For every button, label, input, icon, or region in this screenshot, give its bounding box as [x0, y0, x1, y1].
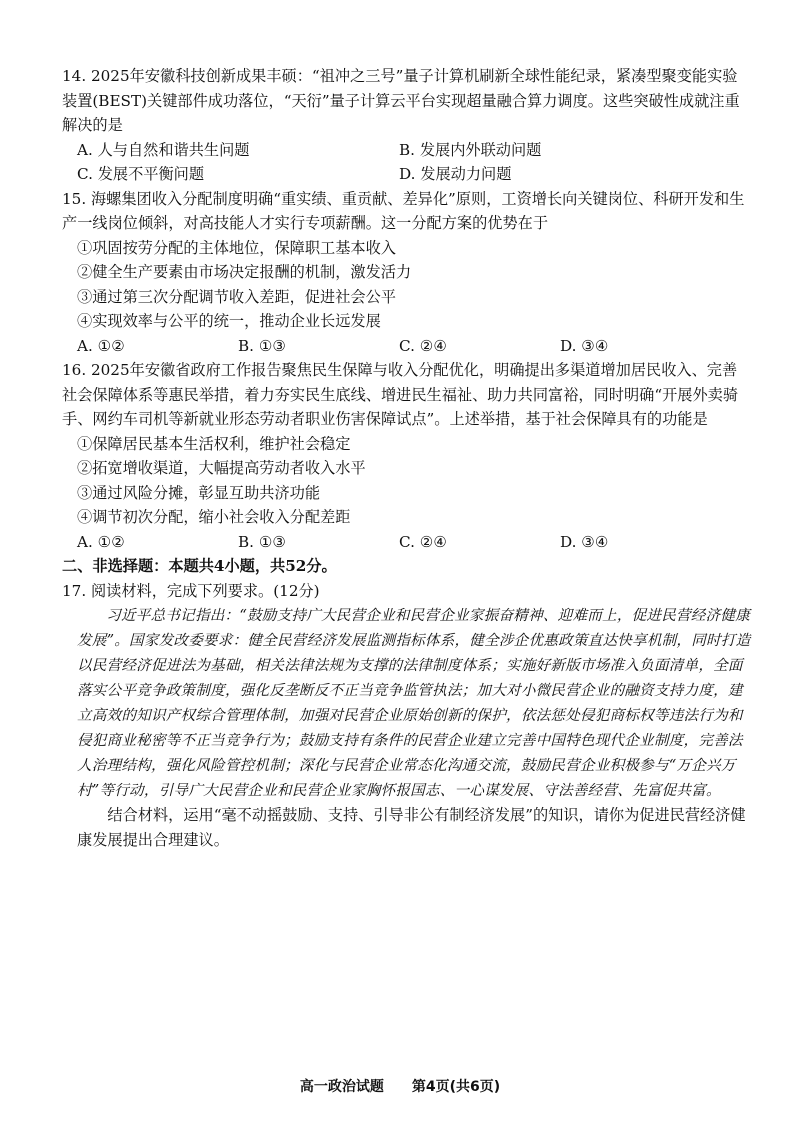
exam-content [62, 64, 752, 852]
question-14-stem: 14. 2025年安徽科技创新成果丰硕：“祖冲之三号”量子计算机刷新全球性能纪录，紧凑型聚变能实验装置(BEST)关键部件成功落位，“天衍”量子计算云平台实现超量融合算力调度。这些突破性成就注重解决的是 [62, 67, 740, 134]
q14-option-b: B. 发展内外联动问题 [399, 140, 542, 159]
question-16-options [77, 530, 752, 555]
question-17 [62, 579, 752, 853]
q15-statement-1: ①巩固按劳分配的主体地位，保障职工基本收入 [77, 238, 396, 257]
q15-option-d: D. ③④ [560, 336, 609, 355]
q16-statement-4: ④调节初次分配，缩小社会收入分配差距 [77, 508, 351, 526]
q15-option-c: C. ②④ [399, 336, 447, 355]
q14-option-a: A. 人与自然和谐共生问题 [77, 140, 250, 159]
q16-option-a: A. ①② [77, 532, 125, 551]
page-footer [0, 1076, 800, 1096]
question-15-options [77, 334, 752, 359]
question-16-stem: 16. 2025年安徽省政府工作报告聚焦民生保障与收入分配优化，明确提出多渠道增加居民收入、完善社会保障体系等惠民举措，着力夯实民生底线、增进民生福祉、助力共同富裕，同时明确“开展外卖骑手、网约车司机等新就业形态劳动者职业伤害保障试点”。上述举措，基于社会保障具有的功能是 [62, 361, 739, 428]
q16-statement-1: ①保障居民基本生活权利，维护社会稳定 [77, 434, 351, 453]
question-14-options-row2 [77, 162, 752, 187]
question-14-options [77, 138, 752, 163]
q14-option-c: C. 发展不平衡问题 [77, 165, 205, 183]
question-17-passage: 习近平总书记指出：“鼓励支持广大民营企业和民营企业家振奋精神、迎难而上，促进民营经济健康发展”。国家发改委要求：健全民营经济发展监测指标体系，健全涉企优惠政策直达快享机制，同时打造以民营经济促进法为基础，相关法律法规为支撑的法律制度体系；实施好新版市场准入负面清单，全面落实公平竞争政策制度，强化反垄断反不正当竞争监管执法；加大对小微民营企业的融资支持力度，建立高效的知识产权综合管理体制，加强对民营企业原始创新的保护，依法惩处侵犯商标权等违法行为和侵犯商业秘密等不正当竞争行为；鼓励支持有条件的民营企业建立完善中国特色现代企业制度，完善法人治理结构，强化风险管控机制；深化与民营企业常态化沟通交流，鼓励民营企业积极参与“万企兴万村”等行动，引导广大民营企业和民营企业家胸怀报国志、一心谋发展、守法善经营、先富促共富。 [77, 607, 751, 799]
q16-option-c: C. ②④ [399, 532, 447, 551]
q14-option-d: D. 发展动力问题 [399, 165, 512, 183]
q15-statement-3: ③通过第三次分配调节收入差距，促进社会公平 [77, 287, 396, 306]
footer-title: 高一政治试题 [299, 1079, 384, 1095]
q16-option-d: D. ③④ [560, 532, 609, 551]
q16-option-b: B. ①③ [238, 532, 287, 551]
q16-statement-3: ③通过风险分摊，彰显互助共济功能 [77, 483, 320, 502]
question-14 [62, 64, 752, 187]
q15-option-b: B. ①③ [238, 336, 287, 355]
section-heading: 二、非选择题：本题共4小题，共52分。 [62, 557, 337, 575]
q15-statement-2: ②健全生产要素由市场决定报酬的机制，激发活力 [77, 263, 412, 281]
q15-statement-4: ④实现效率与公平的统一，推动企业长远发展 [77, 312, 381, 330]
question-17-stem: 17. 阅读材料，完成下列要求。(12分) [62, 581, 320, 600]
footer-page-number: 第4页(共6页) [411, 1079, 501, 1095]
question-15 [62, 187, 752, 359]
question-17-task: 结合材料，运用“毫不动摇鼓励、支持、引导非公有制经济发展”的知识，请你为促进民营经济健康发展提出合理建议。 [77, 806, 746, 849]
q16-statement-2: ②拓宽增收渠道，大幅提高劳动者收入水平 [77, 459, 366, 477]
q15-option-a: A. ①② [77, 336, 125, 355]
question-15-stem: 15. 海螺集团收入分配制度明确“重实绩、重贡献、差异化”原则，工资增长向关键岗位、科研开发和生产一线岗位倾斜，对高技能人才实行专项薪酬。这一分配方案的优势在于 [62, 189, 745, 232]
question-16 [62, 358, 752, 554]
